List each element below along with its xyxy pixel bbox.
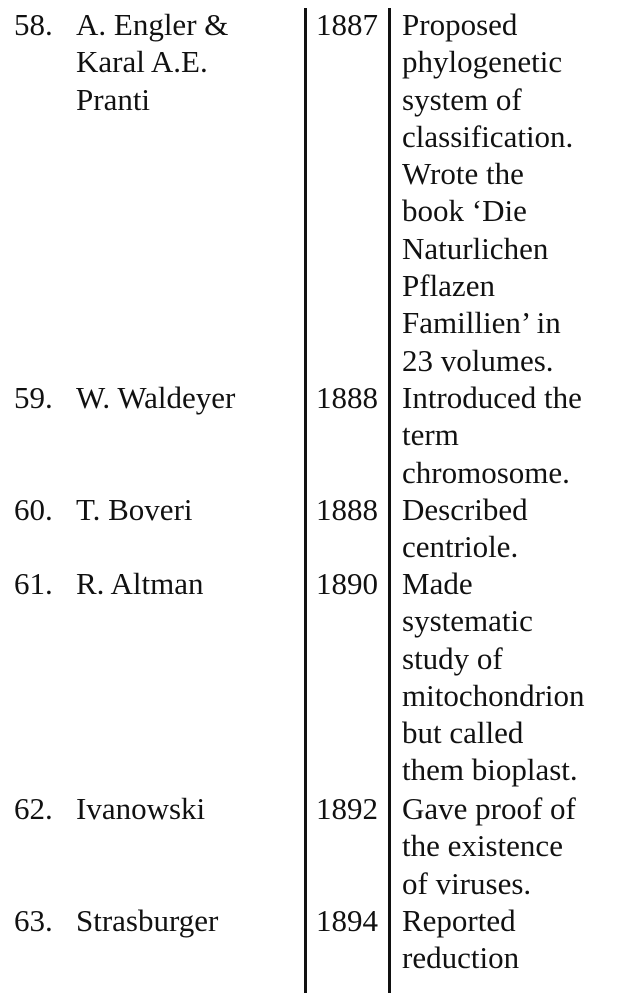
description-line: 23 volumes. (402, 342, 554, 378)
name-line: Strasburger (76, 903, 219, 938)
entry-number: 58. (14, 7, 53, 42)
name-line: R. Altman (76, 566, 204, 601)
contribution-description (402, 565, 626, 789)
description-line: Naturlichen (402, 230, 549, 266)
contribution-description (402, 6, 626, 379)
description-line: Introduced the (402, 380, 582, 415)
name-line: T. Boveri (76, 492, 193, 527)
entry-number: 60. (14, 492, 53, 527)
name-line: Ivanowski (76, 791, 206, 826)
description-line: chromosome. (402, 454, 570, 490)
entry-number: 59. (14, 380, 53, 415)
name-line: Pranti (76, 81, 151, 117)
description-line: phylogenetic (402, 44, 563, 80)
scientist-name (76, 565, 298, 602)
entry-year: 1894 (316, 903, 378, 938)
description-line: Made (402, 566, 473, 601)
name-line: W. Waldeyer (76, 380, 236, 415)
entry-year: 1887 (316, 7, 378, 42)
entry-number: 63. (14, 903, 53, 938)
description-line: Reported (402, 903, 516, 938)
contribution-description (402, 790, 626, 902)
description-line: Famillien’ in (402, 305, 561, 341)
description-line: of viruses. (402, 865, 532, 901)
description-line: Gave proof of (402, 791, 576, 826)
scientist-name (76, 790, 298, 827)
description-line: but called (402, 715, 524, 751)
description-line: Pflazen (402, 268, 495, 304)
description-line: classification. (402, 118, 574, 154)
scientist-name (76, 6, 298, 118)
description-line: system of (402, 81, 522, 117)
scientist-name (76, 491, 298, 528)
name-line: A. Engler & (76, 7, 229, 42)
description-line: the existence (402, 828, 563, 864)
description-line: centriole. (402, 529, 519, 565)
entry-year: 1888 (316, 380, 378, 415)
description-line: them bioplast. (402, 752, 578, 788)
description-line: mitochondrion (402, 677, 585, 713)
column-divider-right (388, 8, 391, 993)
entry-year: 1888 (316, 492, 378, 527)
entry-year: 1892 (316, 791, 378, 826)
description-line: book ‘Die (402, 193, 527, 229)
entry-number: 61. (14, 566, 53, 601)
description-line: study of (402, 640, 503, 676)
entry-year: 1890 (316, 566, 378, 601)
name-line: Karal A.E. (76, 44, 208, 80)
description-line: Described (402, 492, 528, 527)
description-line: Proposed (402, 7, 518, 42)
description-line: systematic (402, 603, 533, 639)
scientist-name (76, 379, 298, 416)
contribution-description (402, 902, 626, 977)
entry-number: 62. (14, 791, 53, 826)
description-line: Wrote the (402, 156, 524, 192)
contribution-description (402, 379, 626, 491)
scientist-name (76, 902, 298, 939)
description-line: reduction (402, 940, 520, 976)
column-divider-left (304, 8, 307, 993)
contribution-description (402, 491, 626, 566)
description-line: term (402, 417, 459, 453)
